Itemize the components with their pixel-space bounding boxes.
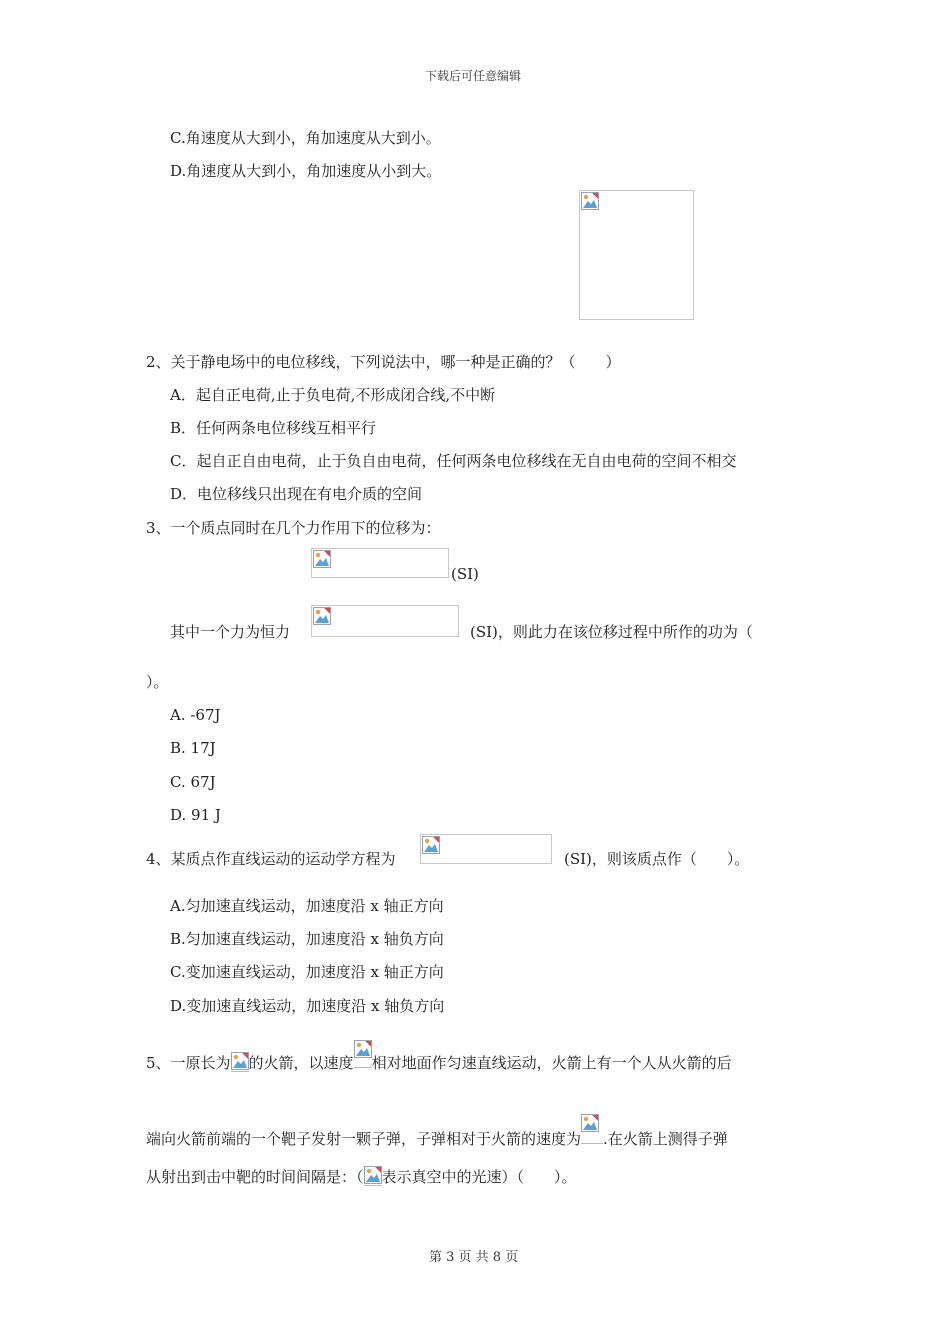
q5-text-6: 从射出到击中靶的时间间隔是：（ <box>146 1168 364 1186</box>
q5-text-5: .在火箭上测得子弹 <box>603 1130 728 1148</box>
q1-option-d: D.角速度从大到小，角加速度从小到大。 <box>170 162 442 180</box>
q5-text-7: 表示真空中的光速）（ ）。 <box>381 1168 577 1186</box>
length-symbol-image <box>231 1052 249 1072</box>
q2-option-c: C．起自正自由电荷，止于负自由电荷，任何两条电位移线在无自由电荷的空间不相交 <box>170 452 737 470</box>
q3-option-d: D. 91 J <box>170 806 221 824</box>
q2-stem: 2、关于静电场中的电位移线，下列说法中，哪一种是正确的？（ ） <box>146 353 621 371</box>
q2-option-a: A．起自正电荷,止于负电荷,不形成闭合线,不中断 <box>170 386 496 404</box>
q4-option-b: B.匀加速直线运动，加速度沿 x 轴负方向 <box>170 930 444 948</box>
force-formula-image <box>311 605 459 637</box>
motion-equation-image <box>420 834 552 864</box>
q5-line-2 <box>146 1114 728 1149</box>
q5-text-4: 端向火箭前端的一个靶子发射一颗子弹，子弹相对于火箭的速度为 <box>146 1130 582 1148</box>
q2-option-d: D．电位移线只出现在有电介质的空间 <box>170 485 423 503</box>
q5-line-1 <box>146 1040 732 1073</box>
q3-option-a: A. -67J <box>170 706 221 724</box>
velocity-symbol-image <box>354 1040 372 1068</box>
page-header: 下载后可任意编辑 <box>425 69 522 83</box>
q3-si-unit: (SI) <box>451 565 479 583</box>
broken-image-icon <box>581 192 599 210</box>
q3-close: ）。 <box>146 673 169 691</box>
q4-stem-prefix: 4、某质点作直线运动的运动学方程为 <box>146 850 396 868</box>
q3-force-suffix: (SI)，则此力在该位移过程中所作的功为（ <box>470 623 753 641</box>
q3-option-c: C. 67J <box>170 773 216 791</box>
q5-text-2: 的火箭，以速度 <box>248 1054 354 1072</box>
broken-image-icon <box>422 836 440 854</box>
q4-option-a: A.匀加速直线运动，加速度沿 x 轴正方向 <box>170 897 444 915</box>
q3-option-b: B. 17J <box>170 739 216 757</box>
q5-text-3: 相对地面作匀速直线运动，火箭上有一个人从火箭的后 <box>371 1054 732 1072</box>
q3-force-prefix: 其中一个力为恒力 <box>170 623 291 641</box>
q4-stem-suffix: (SI)，则该质点作（ ）。 <box>564 850 750 868</box>
q1-option-c: C.角速度从大到小，角加速度从大到小。 <box>170 129 441 147</box>
q5-text-1: 5、一原长为 <box>146 1054 231 1072</box>
light-speed-symbol-image <box>364 1166 382 1186</box>
displacement-formula-image <box>311 548 449 578</box>
q3-stem: 3、一个质点同时在几个力作用下的位移为： <box>146 519 441 537</box>
q4-option-c: C.变加速直线运动，加速度沿 x 轴正方向 <box>170 963 444 981</box>
broken-image-icon <box>313 607 331 625</box>
page-footer: 第 3 页 共 8 页 <box>429 1250 519 1265</box>
q2-option-b: B．任何两条电位移线互相平行 <box>170 419 377 437</box>
figure-placeholder <box>579 190 694 320</box>
q4-option-d: D.变加速直线运动，加速度沿 x 轴负方向 <box>170 997 445 1015</box>
bullet-velocity-image <box>581 1114 603 1144</box>
q5-line-3 <box>146 1166 577 1187</box>
broken-image-icon <box>313 550 331 568</box>
